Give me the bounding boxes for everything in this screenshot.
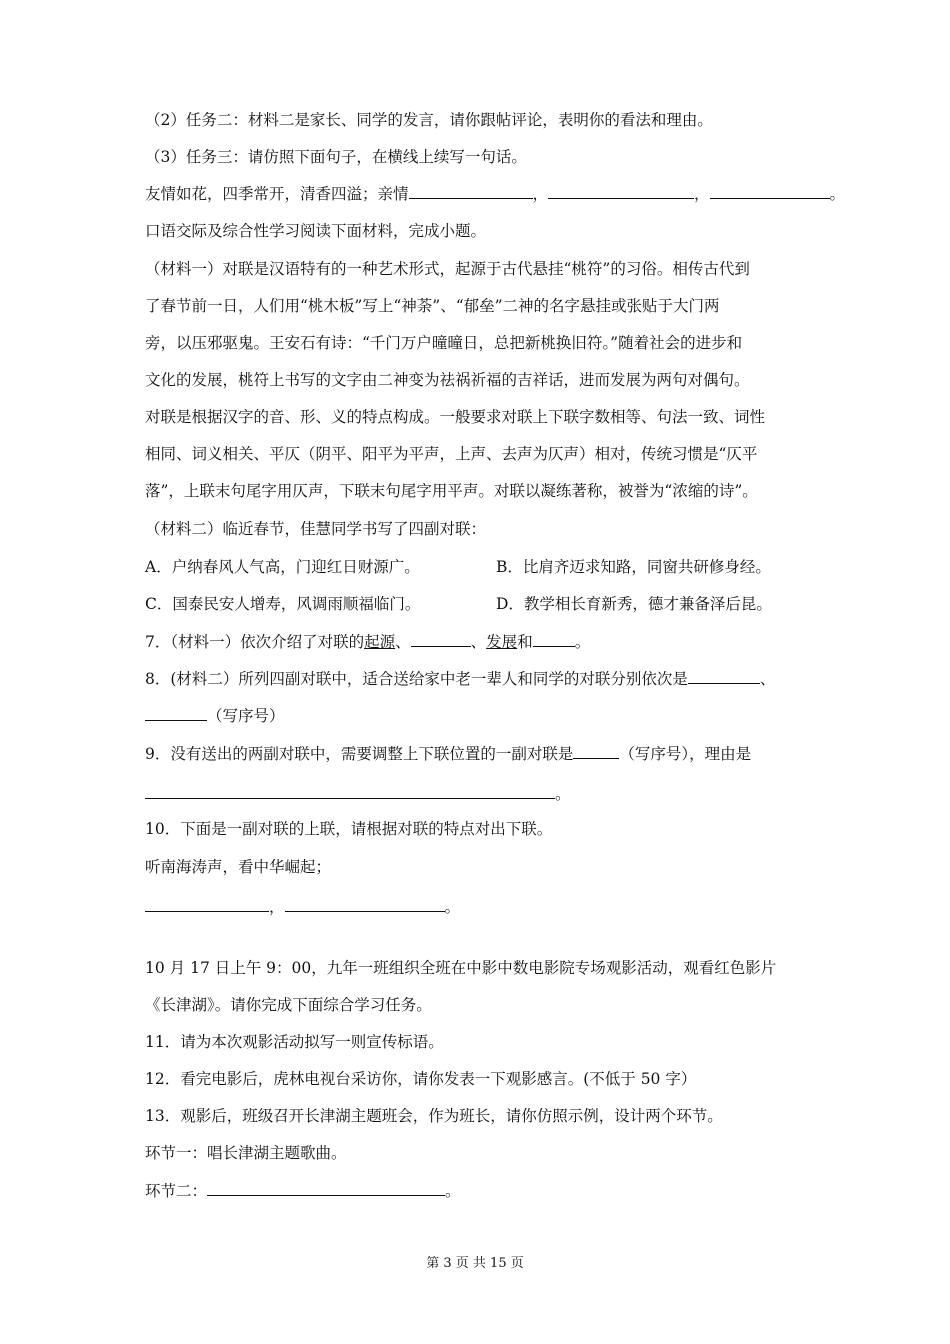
option-b: B．比肩齐迈求知路，同窗共研修身经。 xyxy=(496,558,771,576)
period: 。 xyxy=(444,898,461,916)
question-8 xyxy=(145,668,775,690)
question-9 xyxy=(145,743,751,765)
material2-line: （材料二）临近春节，佳慧同学书写了四副对联： xyxy=(145,520,487,538)
material1-line: 相同、词义相关、平仄（阴平、阳平为平声，上声、去声为仄声）相对，传统习惯是“仄平 xyxy=(145,445,758,463)
answer-blank[interactable] xyxy=(710,183,830,199)
comma: ， xyxy=(532,185,549,203)
period: 。 xyxy=(829,185,846,203)
material1-line: 旁，以压邪驱鬼。王安石有诗：“千门万户曈曈日，总把新桃换旧符。”随着社会的进步和 xyxy=(145,334,743,352)
material1-line: 了春节前一日，人们用“桃木板”写上“神荼”、“郁垒”二神的名字悬挂或张贴于大门两 xyxy=(145,297,720,315)
material1-line: 文化的发展，桃符上书写的文字由二神变为祛祸祈福的吉祥话，进而发展为两句对偶句。 xyxy=(145,371,750,389)
answer-blank[interactable] xyxy=(145,783,555,799)
q7-and: 和 xyxy=(517,633,533,651)
couplet-first-line: 听南海涛声，看中华崛起； xyxy=(145,858,332,876)
q7-sep: 、 xyxy=(395,633,411,651)
page-footer: 第 3 页 共 15 页 xyxy=(426,1256,524,1271)
answer-blank[interactable] xyxy=(409,183,533,199)
q8-sep: 、 xyxy=(759,670,776,688)
material1-line: （材料一）对联是汉语特有的一种艺术形式，起源于古代悬挂“桃符”的习俗。相传古代到 xyxy=(145,260,750,278)
activity-intro: 10 月 17 日上午 9：00，九年一班组织全班在中影中数电影院专场观影活动，观看红色影片 xyxy=(145,959,777,977)
answer-blank[interactable] xyxy=(573,743,619,759)
option-c: C．国泰民安人增寿，风调雨顺福临门。 xyxy=(145,595,421,613)
answer-blank[interactable] xyxy=(207,1180,445,1196)
question-13: 13．观影后，班级召开长津湖主题班会，作为班长，请你仿照示例，设计两个环节。 xyxy=(145,1107,723,1125)
question-11: 11．请为本次观影活动拟写一则宣传标语。 xyxy=(145,1033,444,1051)
imitation-prefix: 友情如花，四季常开，清香四溢；亲情 xyxy=(145,185,409,203)
section-heading: 口语交际及综合性学习阅读下面材料，完成小题。 xyxy=(145,222,487,240)
comma: ， xyxy=(694,185,710,203)
answer-blank[interactable] xyxy=(688,668,760,684)
question-12: 12．看完电影后，虎林电视台采访你，请你发表一下观影感言。(不低于 50 字） xyxy=(145,1070,697,1088)
q8-hint: （写序号） xyxy=(207,707,285,725)
segment-one: 环节一：唱长津湖主题歌曲。 xyxy=(145,1144,347,1162)
question-10: 10．下面是一副对联的上联，请根据对联的特点对出下联。 xyxy=(145,820,553,838)
answer-blank[interactable] xyxy=(411,631,471,647)
answer-blank[interactable] xyxy=(548,183,694,199)
task3-line: （3）任务三：请仿照下面句子，在横线上续写一句话。 xyxy=(145,148,527,166)
comma: ， xyxy=(269,898,285,916)
period: 。 xyxy=(445,1182,461,1200)
answer-blank[interactable] xyxy=(533,631,575,647)
answer-blank[interactable] xyxy=(145,705,207,721)
question-7 xyxy=(145,631,590,653)
segment-two xyxy=(145,1180,461,1202)
q9-text: 9．没有送出的两副对联中，需要调整上下联位置的一副对联是 xyxy=(145,745,574,763)
answer-blank[interactable] xyxy=(285,896,445,912)
option-a: A．户纳春风人气高，门迎红日财源广。 xyxy=(145,558,420,576)
q7-development: 发展 xyxy=(486,633,518,651)
imitation-sentence xyxy=(145,183,845,205)
activity-intro: 《长津湖》。请你完成下面综合学习任务。 xyxy=(145,996,432,1014)
segment-two-label: 环节二： xyxy=(145,1182,208,1200)
q9-end: 。 xyxy=(555,785,571,803)
option-d: D．教学相长育新秀，德才兼备泽后昆。 xyxy=(496,595,772,613)
q9-reason: （写序号），理由是 xyxy=(619,745,752,763)
q7-end: 。 xyxy=(574,633,591,651)
q7-text: 7．（材料一）依次介绍了对联的 xyxy=(145,633,365,651)
couplet-answer xyxy=(145,896,460,918)
q8-text: 8．(材料二）所列四副对联中，适合送给家中老一辈人和同学的对联分别依次是 xyxy=(145,670,688,688)
q7-origin: 起源 xyxy=(364,633,396,651)
material1-line: 对联是根据汉字的音、形、义的特点构成。一般要求对联上下联字数相等、句法一致、词性 xyxy=(145,408,766,426)
q7-sep: 、 xyxy=(470,633,487,651)
task2-line: （2）任务二：材料二是家长、同学的发言，请你跟帖评论，表明你的看法和理由。 xyxy=(145,111,713,129)
material1-line: 落”，上联末句尾字用仄声，下联末句尾字用平声。对联以凝练著称，被誉为“浓缩的诗”。 xyxy=(145,482,758,500)
question-8-cont xyxy=(145,705,285,727)
answer-blank[interactable] xyxy=(145,896,269,912)
question-9-cont xyxy=(145,783,571,805)
